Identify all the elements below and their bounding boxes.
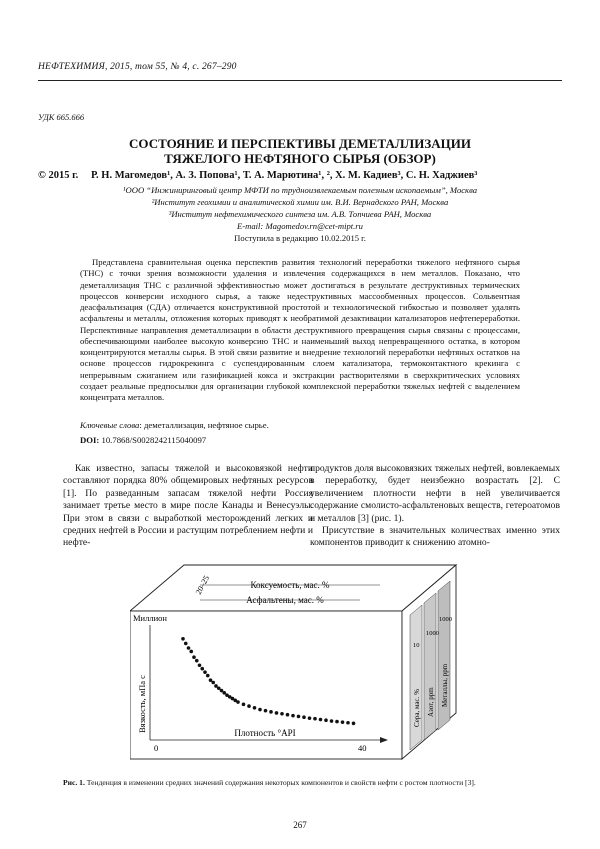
data-point — [217, 686, 221, 690]
data-point — [211, 681, 215, 685]
doi-text: 10.7868/S0028242115040097 — [99, 435, 207, 445]
data-point — [198, 663, 202, 667]
data-point — [187, 646, 191, 650]
data-point — [203, 670, 207, 674]
page-number: 267 — [293, 820, 307, 830]
caption-label: Рис. 1. — [63, 778, 85, 787]
data-point — [319, 718, 323, 722]
data-point — [302, 715, 306, 719]
paper-title — [38, 136, 562, 166]
figure-1 — [130, 555, 470, 770]
side-label-sulfur: Сера, мас. % — [413, 689, 421, 727]
data-point — [280, 712, 284, 716]
data-point — [236, 700, 240, 704]
data-point — [291, 714, 295, 718]
data-point — [341, 720, 345, 724]
data-point — [297, 715, 301, 719]
x-tick-40: 40 — [358, 743, 367, 753]
data-point — [200, 667, 204, 671]
affiliation-3: ³Институт нефтехимического синтеза им. А.В. Топчиева РАН, Москва — [168, 209, 432, 219]
data-point — [222, 691, 226, 695]
abstract: Представлена сравнительная оценка перспектив развития технологий переработки тяжелого нефтяного сырья (ТНС) с точки зрения возможности удаления и извлечения содержащихся в нем металлов. Показано, что деметаллизация ТНС с различной эффективностью может достигаться в результате деструктивных термических процессов конверсии исходного сырья, а также недеструктивных массообменных процессов. Сольвентная деасфальтизация (СДА) отличается конструктивной простотой и технологической гибкостью и позволяет удалять асфальтены и металлы, отложения которых приводят к необратимой дезактивации катализаторов нефтепереработки. Перспективные направления деметаллизации в области деструктивного превращения сырья связаны с процессами, обеспечивающими наиболее высокую конверсию ТНС и наименьший выход непревращенного остатка, в котором концентрируются металлы сырья. В этой связи развитие и внедрение технологий переработки нефтяных остатков на основе процессов гидрокрекинга с суспендированным слоем катализатора, термоконтактного крекинга с непрерывным сжиганием или газификацией кокса и экстракции растворителями в сверхкритических условиях создает реальные предпосылки для организации глубокой комплексной переработки тяжелых нефтей с выделением концентрата металлов. — [80, 257, 520, 402]
y-axis-label: Вязкость, мПа с — [137, 675, 147, 733]
data-point — [192, 655, 196, 659]
received-date: Поступила в редакцию 10.02.2015 г. — [234, 233, 366, 243]
data-point — [184, 642, 188, 646]
keywords — [80, 420, 269, 430]
data-point — [220, 689, 224, 693]
x-axis-label: Плотность °API — [234, 728, 296, 738]
top-scale-label: 20–25 — [193, 574, 212, 596]
data-point — [335, 720, 339, 724]
data-point — [247, 704, 251, 708]
copyright: © 2015 г. — [38, 170, 79, 181]
keywords-text: : деметаллизация, нефтяное сырье. — [139, 420, 269, 430]
x-tick-0: 0 — [154, 743, 159, 753]
title-line-2: ТЯЖЕЛОГО НЕФТЯНОГО СЫРЬЯ (ОБЗОР) — [164, 151, 436, 166]
data-point — [269, 710, 273, 714]
caption-text: Тенденция в изменении средних значений содержания некоторых компонентов и свойств нефти с ростом плотности [3]. — [84, 778, 476, 787]
top-label-coke: Коксуемость, мас. % — [250, 580, 330, 590]
data-point — [324, 718, 328, 722]
data-point — [195, 659, 199, 663]
title-line-1: СОСТОЯНИЕ И ПЕРСПЕКТИВЫ ДЕМЕТАЛЛИЗАЦИИ — [129, 136, 471, 151]
header-rule — [38, 80, 562, 81]
side-value-nitrogen: 1000 — [426, 630, 439, 637]
side-value-sulfur: 10 — [413, 642, 420, 649]
body-column-1: Как известно, запасы тяжелой и высоковязкой нефти составляют порядка 80% общемировых нефтяных ресурсов [1]. По разведанным запасам тяжелой нефти Россия занимает третье место в мире после Канады и Венесуэлы. При этом в связи с выработкой месторождений легких и средних нефтей в России и растущим потреблением нефти и нефте- — [63, 463, 313, 549]
y-top-label: Миллион — [133, 613, 167, 623]
journal-header: НЕФТЕХИМИЯ, 2015, том 55, № 4, с. 267–290 — [38, 62, 237, 72]
udk-code: УДК 665.666 — [38, 112, 85, 122]
column-2-paragraph-1: продуктов доля высоковязких тяжелых нефтей, вовлекаемых в переработку, будет неизбежно возрастать [2]. С увеличением плотности нефти в ней увеличивается содержание смолисто-асфальтеновых веществ, гетероатомов и металлов [3] (рис. 1). — [310, 463, 560, 524]
data-point — [264, 709, 268, 713]
data-point — [286, 713, 290, 717]
data-point — [209, 678, 213, 682]
top-label-asphaltenes: Асфальтены, мас. % — [246, 595, 324, 605]
data-point — [346, 721, 350, 725]
data-point — [258, 708, 262, 712]
data-point — [313, 717, 317, 721]
side-value-metals: 1000 — [439, 616, 452, 623]
data-point — [181, 637, 185, 641]
affiliation-2: ²Институт геохимии и аналитической химии им. В.И. Вернадского РАН, Москва — [151, 197, 449, 207]
data-point — [352, 722, 356, 726]
side-label-nitrogen: Азот, ppm — [427, 687, 435, 717]
side-label-metals: Металлы, ppm — [441, 663, 449, 707]
keywords-label: Ключевые слова — [80, 420, 140, 430]
author-list: Р. Н. Магомедов¹, А. З. Попова¹, Т. А. Марютина¹, ², Х. М. Кадиев³, С. Н. Хаджиев³ — [90, 170, 478, 181]
body-column-2 — [310, 463, 560, 550]
doi-label: DOI: — [80, 435, 100, 445]
doi — [80, 435, 206, 445]
data-point — [206, 674, 210, 678]
figure-caption — [63, 778, 537, 788]
data-point — [189, 650, 193, 654]
data-point — [214, 684, 218, 688]
column-2-paragraph-2: Присутствие в значительных количествах именно этих компонентов приводит к снижению атомно- — [310, 525, 560, 549]
author-line — [38, 170, 562, 181]
data-point — [242, 703, 246, 707]
author-email: E-mail: Magomedov.rn@cet-mipt.ru — [237, 221, 363, 231]
data-point — [275, 711, 279, 715]
data-point — [253, 706, 257, 710]
data-point — [308, 716, 312, 720]
data-point — [330, 719, 334, 723]
affiliation-1: ¹ООО “Инжиниринговый центр МФТИ по трудноизвлекаемым полезным ископаемым”, Москва — [122, 185, 478, 195]
